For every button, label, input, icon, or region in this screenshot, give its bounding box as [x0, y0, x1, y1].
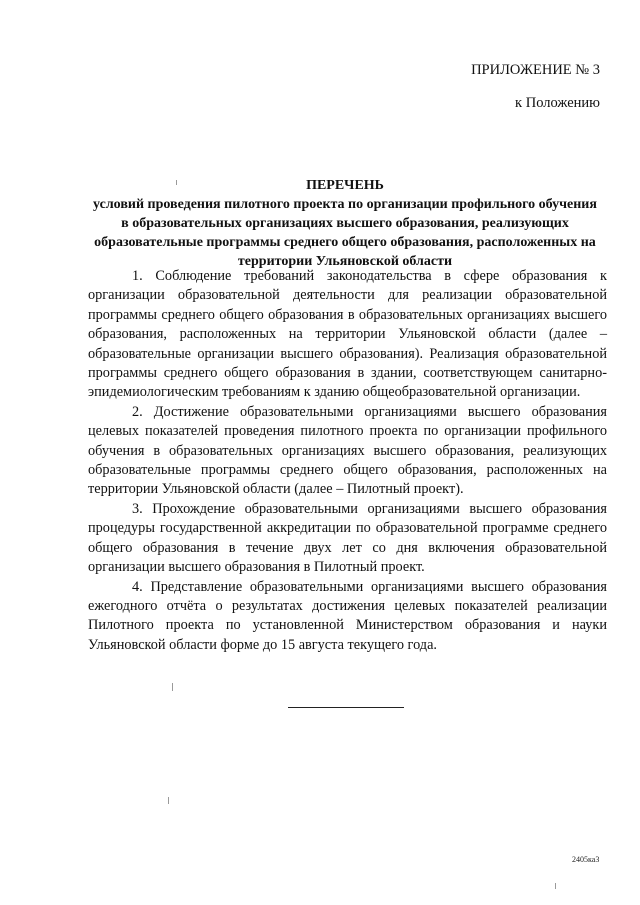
- condition-item-3: 3. Прохождение образовательными организациями высшего образования процедуры государственной аккредитации по образовательной программе среднего общего образования в течение двух лет со дня включения образовательной организации высшего образования в Пилотный проект.: [88, 500, 607, 576]
- scan-speck: [176, 180, 177, 185]
- document-title: [90, 176, 600, 271]
- title-main: ПЕРЕЧЕНЬ: [306, 178, 384, 193]
- appendix-title: ПРИЛОЖЕНИЕ № 3: [471, 62, 600, 78]
- title-subtitle: условий проведения пилотного проекта по организации профильного обучения в образовательных организациях высшего образования, реализующих образовательные программы среднего общего образования, расположенных на территории Ульяновской области: [93, 197, 597, 269]
- scan-speck: [168, 797, 169, 804]
- scan-speck: [555, 883, 556, 889]
- conditions-list: [88, 267, 607, 655]
- condition-item-4: 4. Представление образовательными организациями высшего образования ежегодного отчёта о результатах достижения целевых показателей реализации Пилотного проекта по установленной Министерством образования и науки Ульяновской области форме до 15 августа текущего года.: [88, 578, 607, 653]
- appendix-subtitle: к Положению: [515, 95, 600, 111]
- condition-item-1: 1. Соблюдение требований законодательства в сфере образования к организации образовательной деятельности для реализации образовательной программы среднего общего образования в образовательных организациях высшего образования, расположенных на территории Ульяновской области (далее – образовательные организации высшего образования). Реализация образовательной программы среднего общего образования в здании, соответствующем санитарно-эпидемиологическим требованиям к зданию общеобразовательной организации.: [88, 268, 607, 401]
- appendix-header: [400, 62, 600, 112]
- document-code: 2405ка3: [572, 855, 600, 864]
- condition-item-2: 2. Достижение образовательными организациями высшего образования целевых показателей проведения пилотного проекта по организации профильного обучения в образовательных организациях высшего образования, реализующих образовательные программы среднего общего образования, расположенных на территории Ульяновской области (далее – Пилотный проект).: [88, 403, 607, 498]
- scan-speck: [172, 683, 173, 691]
- end-separator-line: [288, 707, 404, 708]
